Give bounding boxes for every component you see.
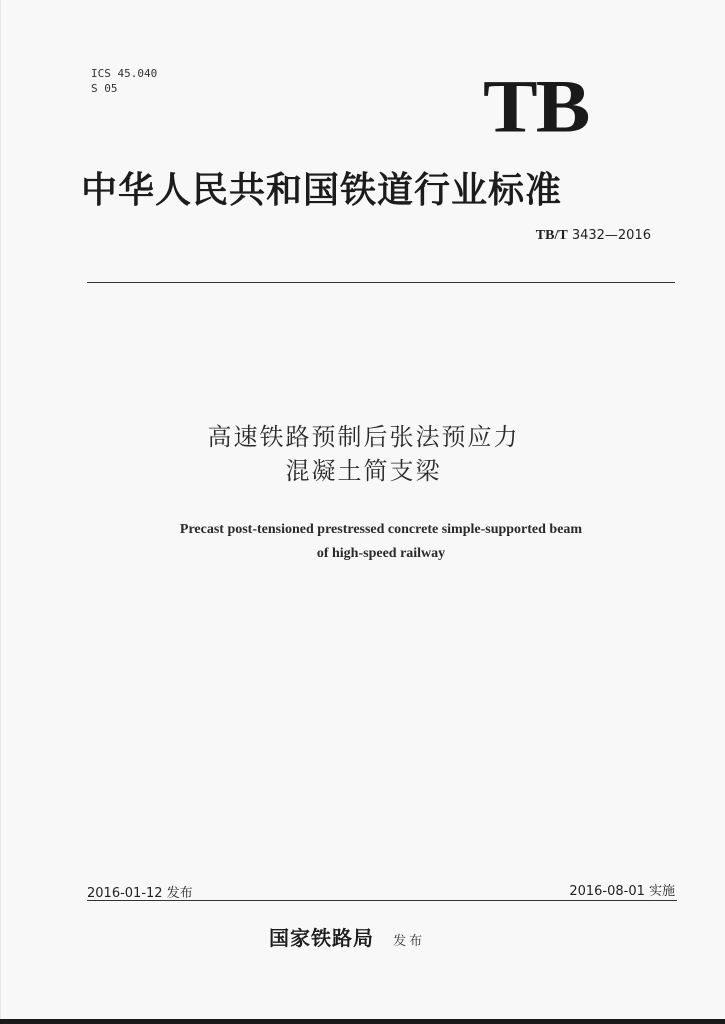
english-title-line-2: of high-speed railway (316, 546, 446, 561)
standard-number (536, 228, 651, 244)
industry-standard-title: 中华人民共和国铁道行业标准 (81, 169, 563, 211)
standard-number-value: 3432—2016 (571, 228, 651, 243)
issuer-suffix: 发布 (393, 934, 426, 949)
issuer (269, 922, 425, 951)
issue-date: 2016-01-12 发布 (87, 886, 193, 901)
chinese-title (1, 420, 725, 488)
classification-code: S 05 (91, 82, 118, 95)
standard-number-prefix: TB/T (535, 228, 568, 243)
chinese-title-line-2: 混凝土简支梁 (285, 457, 442, 485)
english-title (1, 518, 725, 566)
tb-logo: TB (483, 64, 589, 149)
ics-code: ICS 45.040 (91, 67, 158, 80)
implementation-date: 2016-08-01 实施 (569, 884, 675, 899)
bottom-divider (87, 900, 677, 901)
chinese-title-line-1: 高速铁路预制后张法预应力 (207, 423, 520, 451)
ics-block (91, 66, 157, 96)
issuer-name: 国家铁路局 (269, 926, 374, 950)
top-divider (87, 282, 675, 283)
scan-bottom-edge (0, 1019, 725, 1024)
english-title-line-1: Precast post-tensioned prestressed concrete simple-supported beam (179, 522, 583, 537)
